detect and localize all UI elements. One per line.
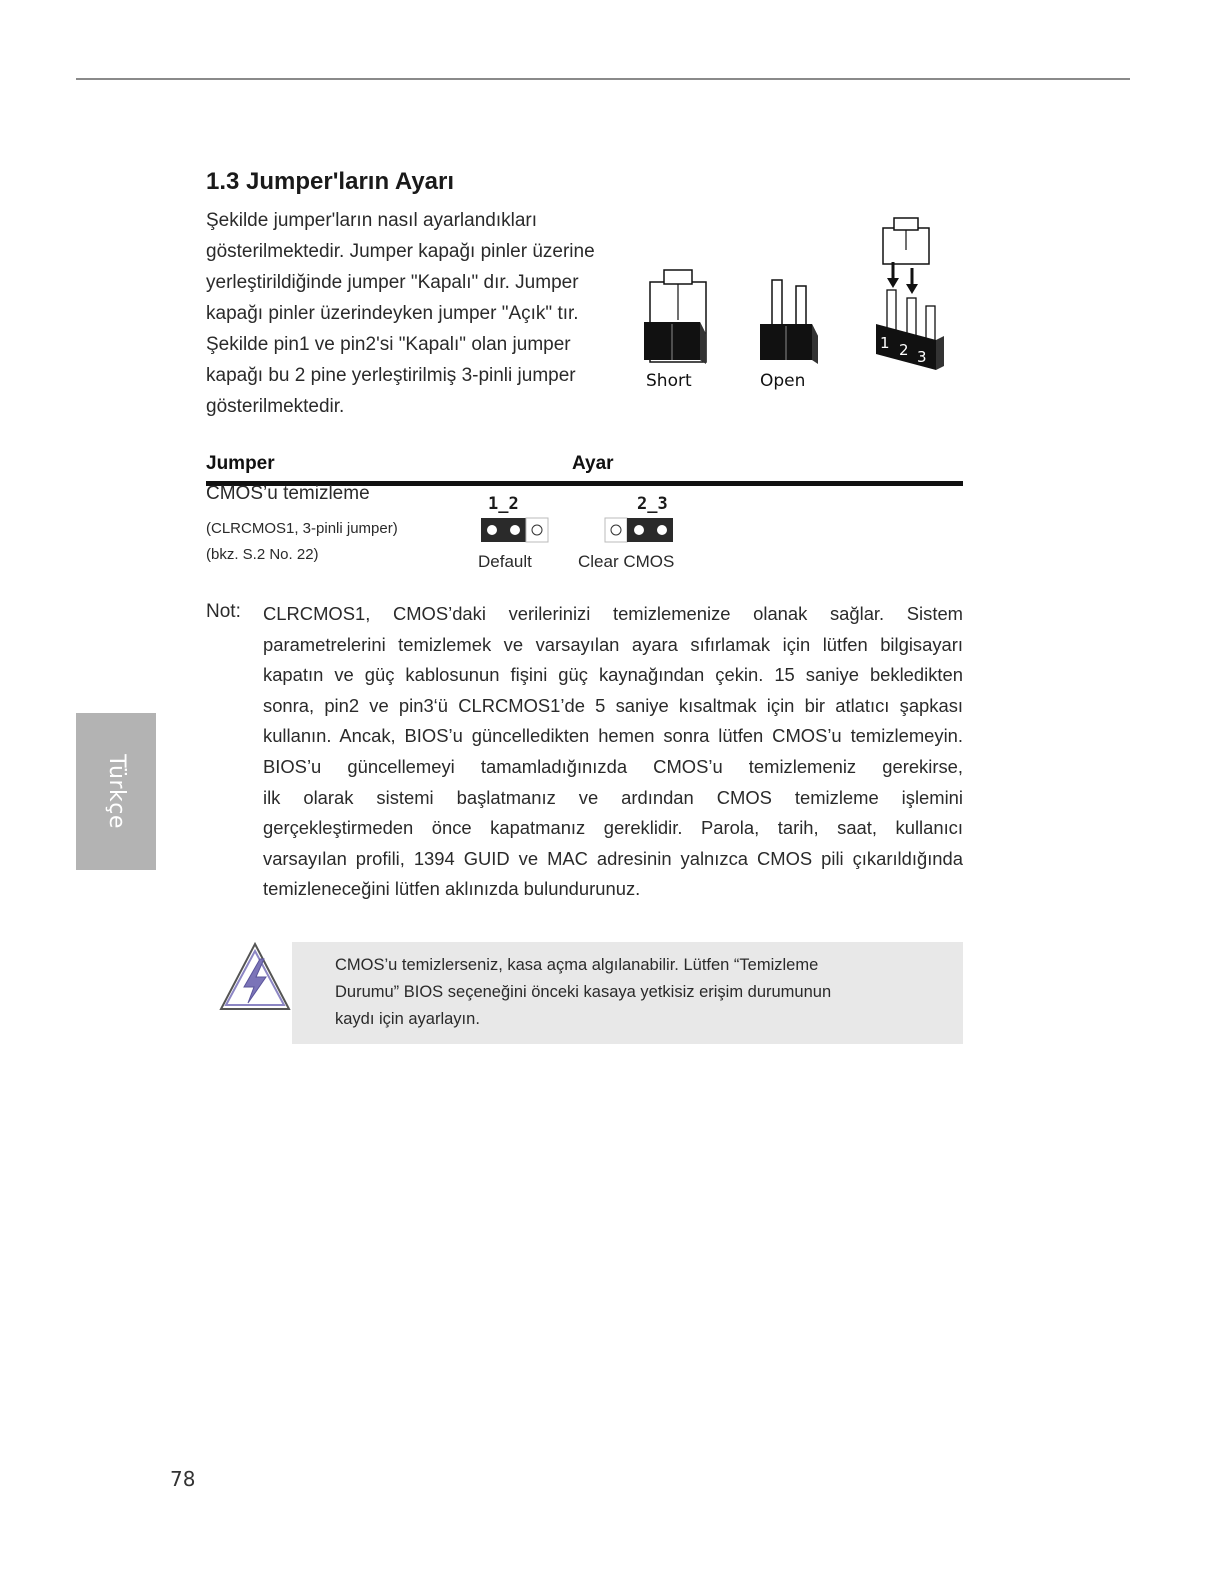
intro-line: yerleştirildiğinde jumper "Kapalı" dır. Jumper <box>206 272 579 293</box>
note-line: kapatın ve güç kablosunun fişini güç kaynağından çekin. 15 saniye bekledikten <box>263 664 963 686</box>
header-jumper: Jumper <box>206 453 275 474</box>
note-line: kullanın. Ancak, BIOS’u güncelledikten hemen sonra lütfen CMOS’u temizlemeyin. <box>263 725 963 747</box>
warning-box <box>292 942 963 1044</box>
jumper-table-header <box>206 451 963 486</box>
intro-line: kapağı bu 2 pine yerleştirilmiş 3-pinli jumper <box>206 365 576 386</box>
side-tab-label: Türkçe <box>103 754 129 829</box>
open-jumper-illustration <box>760 280 818 391</box>
pin-number-1: 1 <box>880 334 890 352</box>
intro-line: kapağı pinler üzerindeyken jumper "Açık" tır. <box>206 303 579 324</box>
language-side-tab <box>76 713 156 870</box>
note-label: Not: <box>206 601 241 622</box>
note-line: CLRCMOS1, CMOS’daki verilerinizi temizlemenize olanak sağlar. Sistem <box>263 603 963 624</box>
clear-cmos-caption: Clear CMOS <box>578 552 675 571</box>
intro-paragraph <box>206 205 636 422</box>
clear-cmos-jumper-setting <box>603 516 675 544</box>
jumper-spec: (CLRCMOS1, 3-pinli jumper) <box>206 520 398 537</box>
intro-line: Şekilde jumper'ların nasıl ayarlandıkları <box>206 210 538 231</box>
note-line: sonra, pin2 ve pin3‘ü CLRCMOS1’de 5 saniye kısaltmak için bir atlatıcı şapkası <box>263 694 963 716</box>
three-pin-jumper-illustration <box>876 218 944 370</box>
pin-number-2: 2 <box>899 341 909 359</box>
intro-line: Şekilde pin1 ve pin2'si "Kapalı" olan jumper <box>206 334 571 355</box>
jumper-name: CMOS’u temizleme <box>206 483 370 504</box>
note-line: parametrelerini temizlemek ve varsayılan ayara sıfırlamak için lütfen bilgisayarı <box>263 633 963 655</box>
default-jumper-setting <box>480 516 550 544</box>
section-title: 1.3 Jumper'ların Ayarı <box>206 168 455 195</box>
note-line: ilk olarak sistemi başlatmanız ve ardından CMOS temizleme işlemini <box>263 786 963 808</box>
jumper-diagram <box>640 210 960 395</box>
note-line: varsayılan profili, 1394 GUID ve MAC adresinin yalnızca CMOS pili çıkarıldığında <box>263 847 963 869</box>
pin-number-3: 3 <box>917 348 927 366</box>
clear-pins-label: 2_3 <box>637 494 668 514</box>
intro-line: gösterilmektedir. <box>206 396 345 417</box>
short-jumper-illustration <box>644 270 706 391</box>
note-line: BIOS’u güncellemeyi tamamladığınızda CMOS’u temizlemeniz gerekirse, <box>263 755 963 777</box>
short-label: Short <box>646 371 692 391</box>
open-label: Open <box>760 371 806 391</box>
default-pins-label: 1_2 <box>488 494 519 514</box>
header-setting: Ayar <box>572 453 614 474</box>
note-line: gerçekleştirmeden önce kapatmanız gereklidir. Parola, tarih, saat, kullanıcı <box>263 817 963 839</box>
page-number: 78 <box>170 1467 196 1491</box>
intro-line: gösterilmektedir. Jumper kapağı pinler üzerine <box>206 241 595 262</box>
default-caption: Default <box>478 552 532 571</box>
warning-line: kaydı için ayarlayın. <box>335 1010 480 1028</box>
warning-line: CMOS’u temizlerseniz, kasa açma algılanabilir. Lütfen “Temizleme <box>335 956 819 974</box>
note-line: temizleneceğini lütfen aklınızda bulundurunuz. <box>263 878 641 900</box>
jumper-reference: (bkz. S.2 No. 22) <box>206 546 319 563</box>
warning-icon <box>218 941 292 1013</box>
note-paragraph <box>263 599 963 905</box>
header-rule <box>76 78 1130 80</box>
warning-line: Durumu” BIOS seçeneğini önceki kasaya yetkisiz erişim durumunun <box>335 983 832 1001</box>
